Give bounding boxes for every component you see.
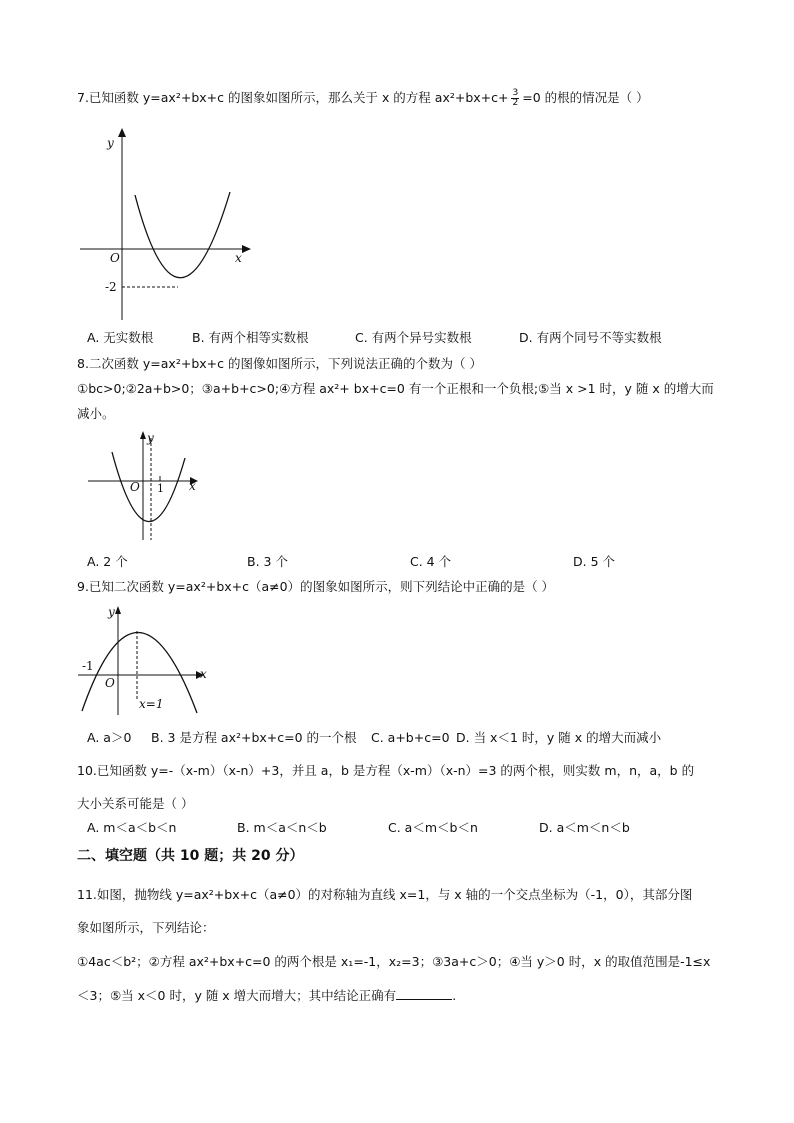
q8-origin-label: O (130, 480, 140, 494)
q8-graph (85, 428, 210, 543)
q7-graph (75, 125, 260, 325)
q7-min-label: -2 (105, 280, 117, 294)
q11-line3: ①4ac＜b²；②方程 ax²+bx+c=0 的两个根是 x₁=-1，x₂=3；③3a+c＞0；④当 y＞0 时，x 的取值范围是-1≤x (77, 954, 711, 969)
q9-axis-label: x=1 (139, 697, 164, 711)
q9-option-a[interactable]: A. a＞0 (87, 730, 132, 745)
q10-option-c[interactable]: C. a＜m＜b＜n (388, 820, 478, 835)
q8-option-d[interactable]: D. 5 个 (573, 554, 615, 569)
q7-fraction-denominator: 2 (512, 98, 519, 108)
q9-y-arrow-icon (115, 606, 121, 614)
q9-graph (75, 601, 225, 719)
q8-option-b[interactable]: B. 3 个 (247, 554, 288, 569)
q7-option-b[interactable]: B. 有两个相等实数根 (192, 330, 309, 345)
q11-answer-blank[interactable] (396, 987, 452, 1000)
q7-fraction-numerator: 3 (512, 88, 519, 98)
q8-y-label: y (147, 431, 154, 445)
q11-line4 (77, 987, 456, 1004)
q7-y-arrow-icon (118, 128, 126, 137)
q7-x-arrow-icon (242, 245, 251, 253)
section-fill-in-title: 二、填空题（共 10 题；共 20 分） (77, 848, 304, 864)
q7-stem (77, 89, 649, 108)
q7-option-a[interactable]: A. 无实数根 (87, 330, 154, 345)
q9-origin-label: O (105, 676, 115, 690)
q7-parabola (135, 192, 230, 278)
q7-stem-part-b: =0 的根的情况是（ ） (522, 90, 649, 105)
q11-line4-text: ＜3；⑤当 x＜0 时，y 随 x 增大而增大；其中结论正确有 (77, 988, 397, 1003)
q8-statements-line2: 减小。 (77, 406, 115, 421)
q11-line4-end: . (452, 988, 457, 1003)
q7-y-label: y (107, 136, 114, 150)
q7-origin-label: O (110, 251, 120, 265)
q8-option-a[interactable]: A. 2 个 (87, 554, 128, 569)
q9-x-label: x (200, 667, 207, 681)
q9-stem: 9.已知二次函数 y=ax²+bx+c（a≠0）的图象如图所示，则下列结论中正确的是（ ） (77, 579, 555, 594)
q8-parabola (112, 452, 185, 522)
q7-fraction (511, 89, 519, 108)
q8-option-c[interactable]: C. 4 个 (410, 554, 452, 569)
q10-stem-line2: 大小关系可能是（ ） (77, 796, 194, 811)
q10-option-d[interactable]: D. a＜m＜n＜b (539, 820, 630, 835)
q9-option-b[interactable]: B. 3 是方程 ax²+bx+c=0 的一个根 (151, 730, 357, 745)
q8-y-arrow-icon (140, 431, 146, 439)
q10-stem-line1: 10.已知函数 y=-（x-m）（x-n）+3，并且 a，b 是方程（x-m）（x-n）=3 的两个根，则实数 m，n，a，b 的 (77, 763, 695, 778)
q9-left-root-label: -1 (82, 659, 94, 673)
q9-y-label: y (108, 605, 115, 619)
q9-option-c[interactable]: C. a+b+c=0 (371, 730, 450, 745)
q7-option-d[interactable]: D. 有两个同号不等实数根 (519, 330, 662, 345)
q8-stem: 8.二次函数 y=ax²+bx+c 的图像如图所示，下列说法正确的个数为（ ） (77, 356, 482, 371)
q8-tick-label: 1 (157, 482, 164, 495)
q11-line2: 象如图所示，下列结论： (77, 920, 215, 935)
q10-option-a[interactable]: A. m＜a＜b＜n (87, 820, 177, 835)
q8-x-label: x (189, 479, 196, 493)
q7-x-label: x (235, 251, 242, 265)
q9-option-d[interactable]: D. 当 x＜1 时，y 随 x 的增大而减小 (456, 730, 662, 745)
q10-option-b[interactable]: B. m＜a＜n＜b (237, 820, 327, 835)
q11-line1: 11.如图，抛物线 y=ax²+bx+c（a≠0）的对称轴为直线 x=1，与 x 轴的一个交点坐标为（-1，0），其部分图 (77, 887, 693, 902)
q7-stem-part-a: 7.已知函数 y=ax²+bx+c 的图象如图所示，那么关于 x 的方程 ax²+bx+c+ (77, 90, 509, 105)
q8-statements-line1: ①bc>0;②2a+b>0；③a+b+c>0;④方程 ax²+ bx+c=0 有一个正根和一个负根;⑤当 x >1 时，y 随 x 的增大而 (77, 381, 714, 396)
q7-option-c[interactable]: C. 有两个异号实数根 (355, 330, 472, 345)
